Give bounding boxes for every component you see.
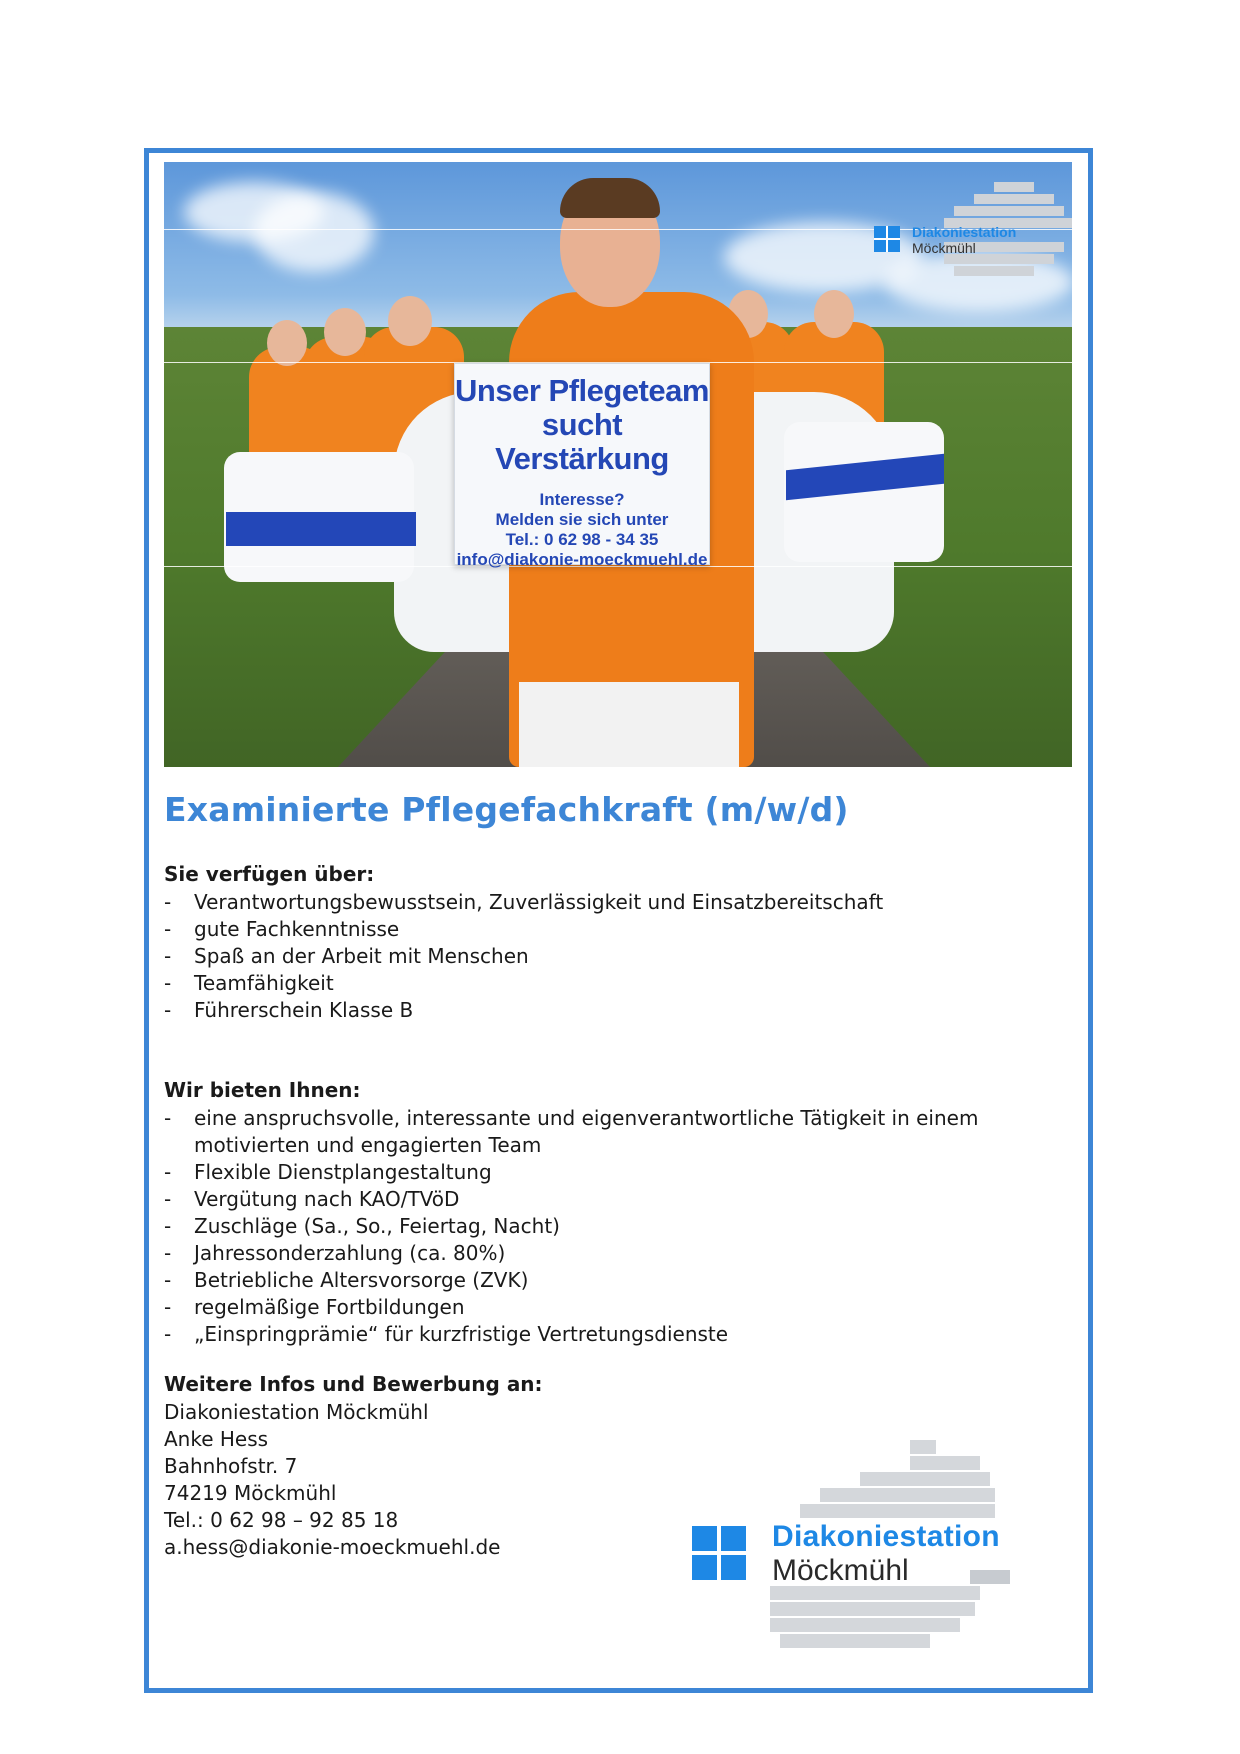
list-item: - Flexible Dienstplangestaltung — [164, 1159, 978, 1186]
contact-block — [164, 1399, 500, 1561]
contact-person: Anke Hess — [164, 1427, 269, 1451]
diakoniestation-logo — [690, 1440, 1020, 1650]
list-item: - Betriebliche Altersvorsorge (ZVK) — [164, 1267, 978, 1294]
list-item: - gute Fachkenntnisse — [164, 916, 883, 943]
offer-list — [164, 1105, 978, 1348]
list-item: - „Einspringprämie“ für kurzfristige Vertretungsdienste — [164, 1321, 978, 1348]
requirements-list — [164, 889, 883, 1024]
offer-heading: Wir bieten Ihnen: — [164, 1078, 361, 1102]
contact-email: a.hess@diakonie-moeckmuehl.de — [164, 1535, 501, 1559]
list-item: - Vergütung nach KAO/TVöD — [164, 1186, 978, 1213]
cloud — [254, 192, 374, 272]
sign-text: Interesse? — [539, 490, 625, 509]
job-title: Examinierte Pflegefachkraft (m/w/d) — [164, 790, 849, 829]
list-item: - Verantwortungsbewusstsein, Zuverlässigkeit und Einsatzbereitschaft — [164, 889, 883, 916]
diakonie-cross-icon — [692, 1526, 746, 1580]
logo-name: Diakoniestation — [772, 1520, 1000, 1553]
team-member-head — [267, 320, 307, 366]
contact-city: 74219 Möckmühl — [164, 1481, 337, 1505]
sign-headline: sucht Verstärkung — [495, 407, 669, 476]
main-person-trousers — [519, 682, 739, 767]
sign-phone: Tel.: 0 62 98 - 34 35 — [505, 530, 659, 549]
list-item: - Zuschläge (Sa., So., Feiertag, Nacht) — [164, 1213, 978, 1240]
photo-logo — [874, 182, 1064, 282]
list-item: - regelmäßige Fortbildungen — [164, 1294, 978, 1321]
photo-logo-name: Diakoniestation — [912, 224, 1017, 240]
contact-organization: Diakoniestation Möckmühl — [164, 1400, 429, 1424]
list-item: - Teamfähigkeit — [164, 970, 883, 997]
sign-headline: Unser Pflegeteam — [455, 373, 709, 408]
team-member-head — [324, 308, 366, 356]
sign-text: Melden sie sich unter — [495, 510, 669, 529]
requirements-heading: Sie verfügen über: — [164, 862, 375, 886]
list-item: - Spaß an der Arbeit mit Menschen — [164, 943, 883, 970]
photo-logo-town: Möckmühl — [912, 240, 976, 256]
list-item-line: - eine anspruchsvolle, interessante und eigenverantwortliche Tätigkeit in einem — [194, 1106, 979, 1130]
car-stripe — [226, 512, 416, 546]
diakonie-cross-icon — [874, 226, 900, 252]
contact-street: Bahnhofstr. 7 — [164, 1454, 298, 1478]
list-item: - Jahressonderzahlung (ca. 80%) — [164, 1240, 978, 1267]
list-item — [164, 1105, 978, 1159]
team-member-head — [814, 290, 854, 338]
contact-heading: Weitere Infos und Bewerbung an: — [164, 1372, 543, 1396]
team-photo — [164, 162, 1072, 767]
list-item: - Führerschein Klasse B — [164, 997, 883, 1024]
logo-town: Möckmühl — [772, 1554, 909, 1587]
recruitment-sign — [454, 363, 710, 569]
contact-phone: Tel.: 0 62 98 – 92 85 18 — [164, 1508, 399, 1532]
sign-email: info@diakonie-moeckmuehl.de — [456, 550, 708, 569]
team-member-head — [388, 296, 432, 346]
main-person-hair — [560, 178, 660, 218]
list-item-line: motivierten und engagierten Team — [194, 1133, 542, 1157]
